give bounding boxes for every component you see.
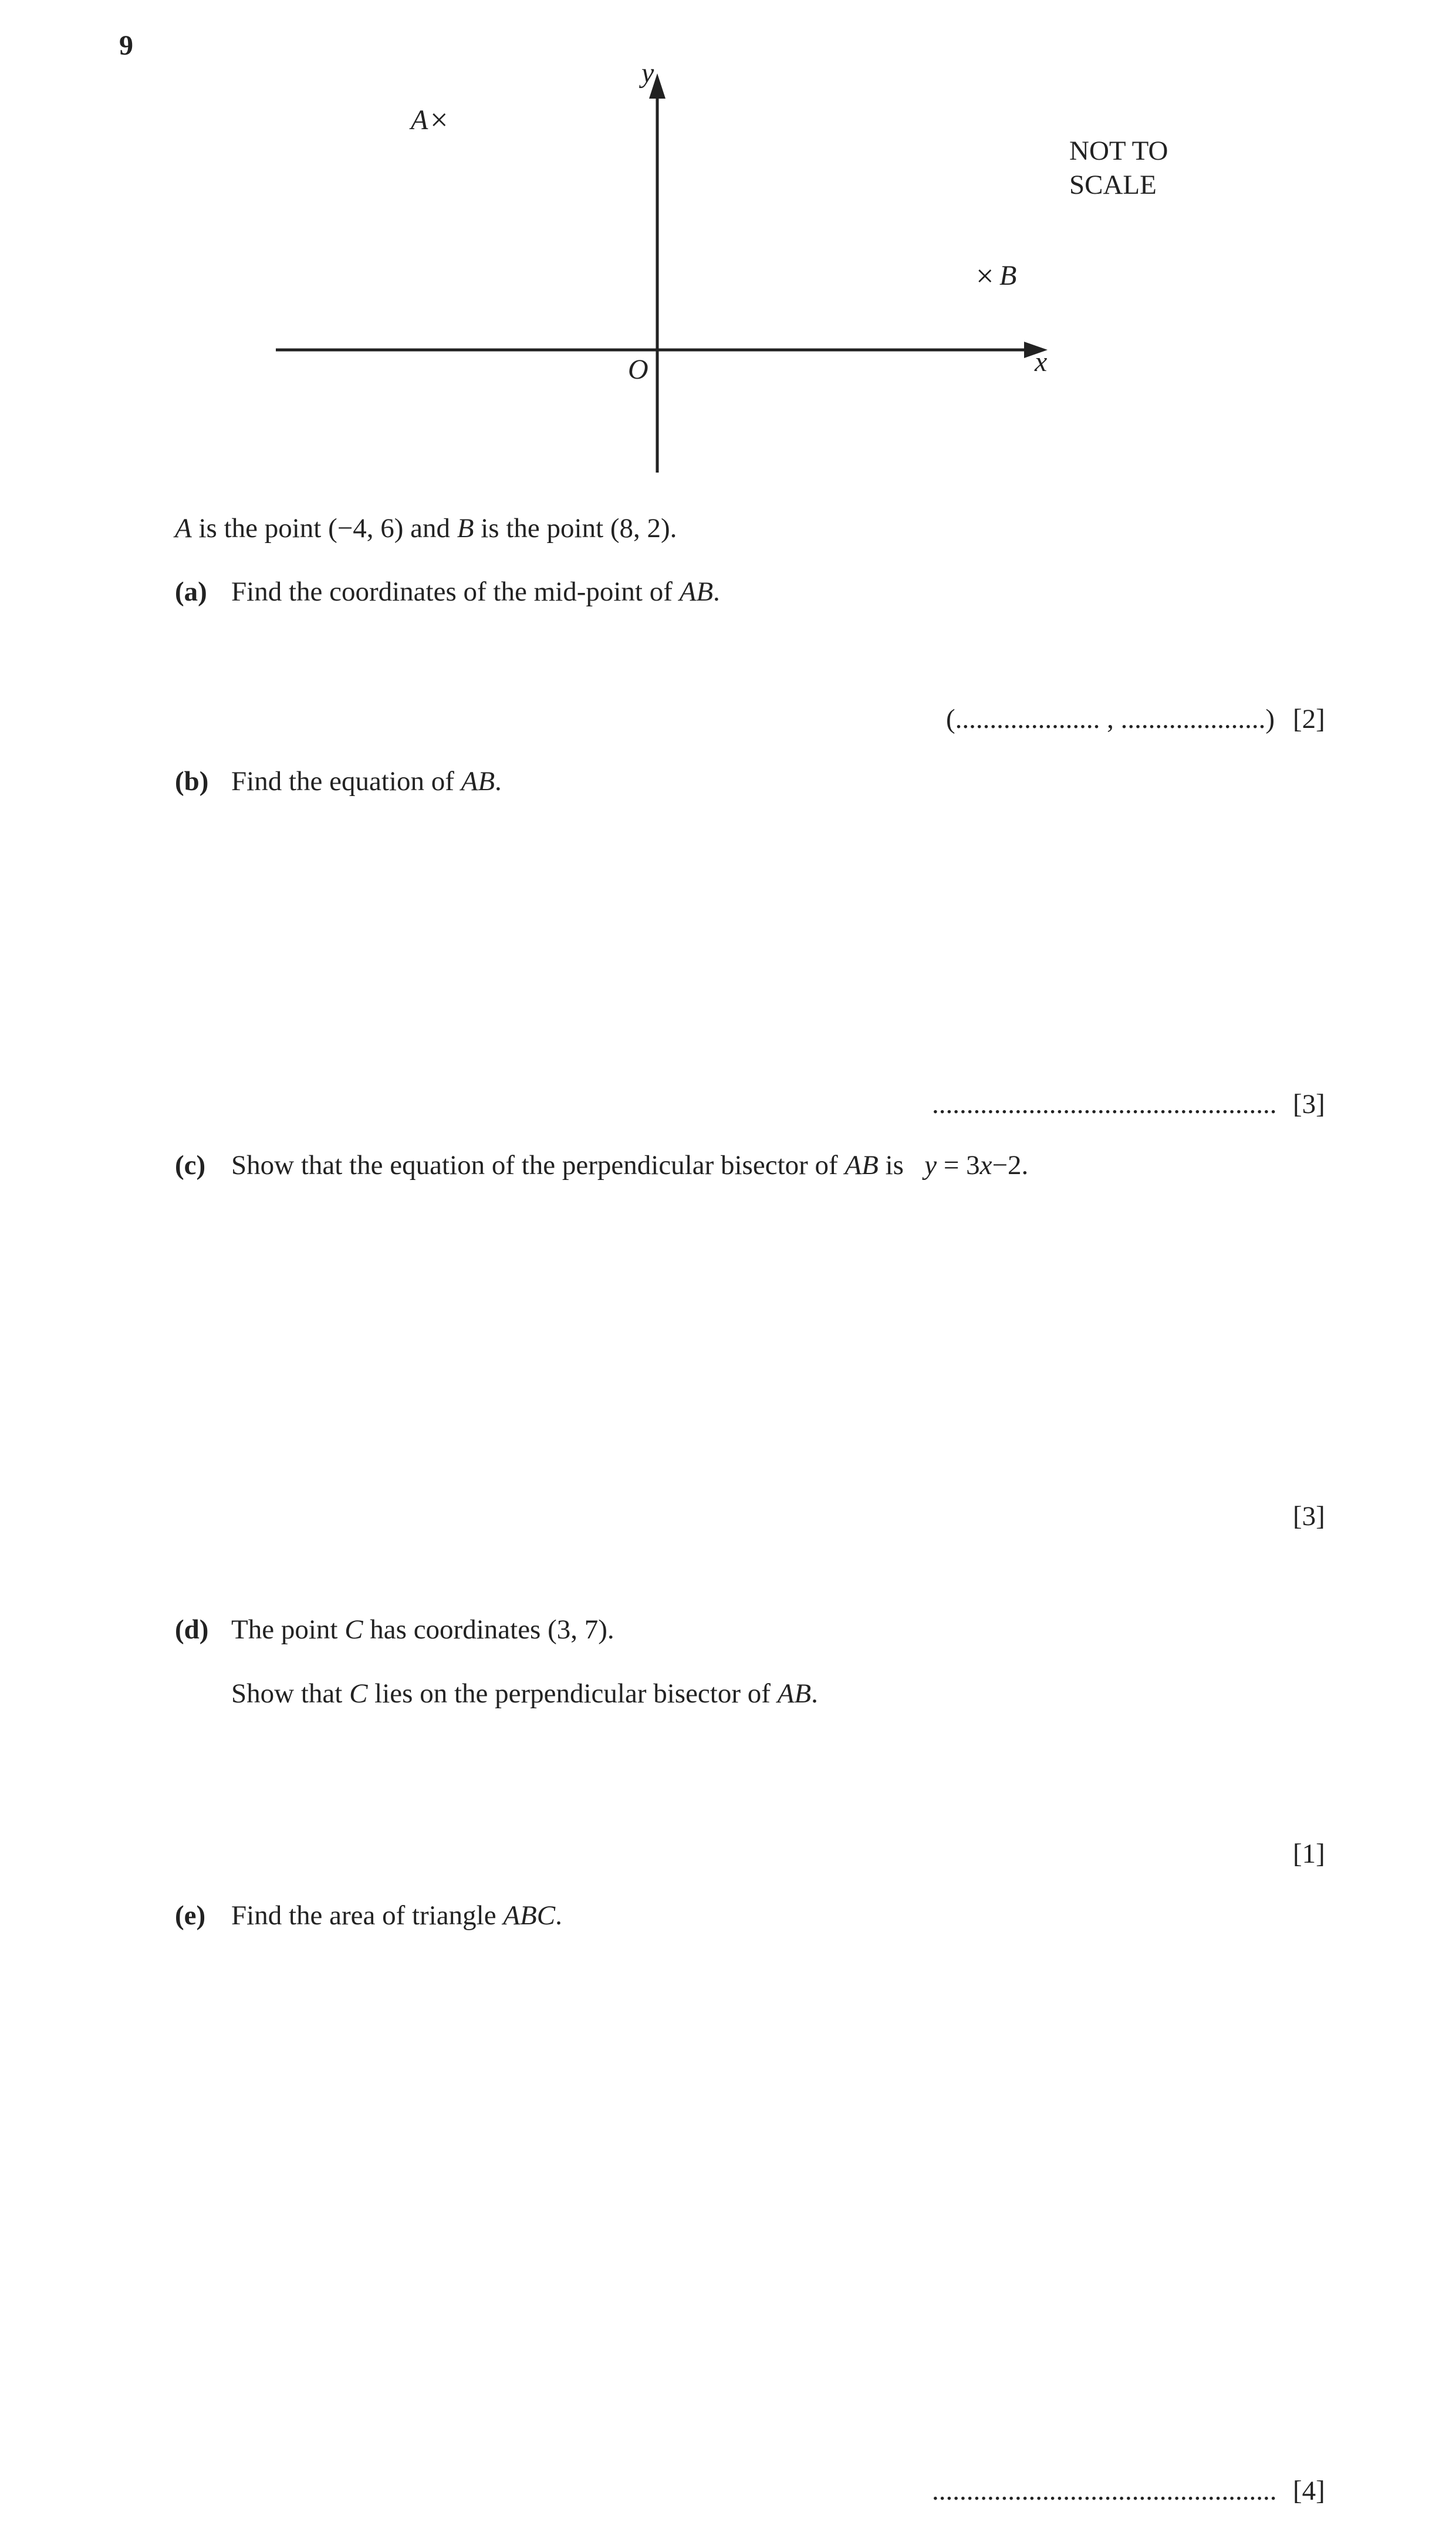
part-a-label: (a) xyxy=(175,576,207,607)
question-number: 9 xyxy=(119,30,133,61)
part-c-eq-y: y xyxy=(924,1150,937,1181)
part-b-marks: [3] xyxy=(1293,1089,1325,1119)
part-c-text: Show that the equation of the perpendicular bisector of xyxy=(231,1150,845,1181)
part-d-line2-text-2: lies on the perpendicular bisector of xyxy=(367,1678,778,1709)
part-a-marks: [2] xyxy=(1293,704,1325,734)
point-a-cross: × xyxy=(430,102,448,137)
part-e-label: (e) xyxy=(175,1900,206,1931)
intro-point-a: A xyxy=(175,513,192,544)
x-axis-label: x xyxy=(1035,346,1048,377)
part-d-question-line2 xyxy=(231,1680,818,1708)
part-c-italic: AB xyxy=(844,1150,879,1181)
part-e-italic: ABC xyxy=(503,1900,556,1931)
part-c-eq-x: x xyxy=(979,1150,992,1181)
point-b-label: B xyxy=(999,260,1017,291)
part-d-text-2: has coordinates (3, 7). xyxy=(363,1614,614,1645)
part-c-question xyxy=(231,1152,1028,1179)
origin-label: O xyxy=(628,354,648,385)
part-e-end: . xyxy=(555,1900,562,1931)
part-e-text: Find the area of triangle xyxy=(231,1900,504,1931)
part-c-label: (c) xyxy=(175,1150,206,1181)
point-b-cross: × xyxy=(976,258,994,294)
part-d-label: (d) xyxy=(175,1614,209,1645)
scale-note-line1: NOT TO xyxy=(1069,136,1168,166)
part-a-text: Find the coordinates of the mid-point of xyxy=(231,576,680,607)
part-b-text: Find the equation of xyxy=(231,766,461,797)
part-d-line2-italic: C xyxy=(349,1678,368,1709)
part-b-label: (b) xyxy=(175,766,209,797)
scale-note-line2: SCALE xyxy=(1069,170,1157,200)
part-d-marks: [1] xyxy=(1293,1839,1325,1869)
part-b-question xyxy=(231,768,502,795)
part-d-line2-text: Show that xyxy=(231,1678,350,1709)
intro-text-2: is the point (8, 2). xyxy=(474,513,677,544)
part-c-eq-end: −2. xyxy=(992,1150,1029,1181)
part-c-marks: [3] xyxy=(1293,1501,1325,1532)
part-e-marks: [4] xyxy=(1293,2476,1325,2506)
part-d-line2-end: . xyxy=(811,1678,818,1709)
part-c-eq-mid: = 3 xyxy=(937,1150,980,1181)
part-e-question xyxy=(231,1902,562,1930)
part-b-answer-line[interactable]: .................................................. xyxy=(932,1089,1277,1119)
intro-text xyxy=(175,515,677,542)
point-a-label: A xyxy=(411,104,428,136)
y-axis-label: y xyxy=(641,58,654,89)
part-b-end: . xyxy=(495,766,502,797)
part-d-text: The point xyxy=(231,1614,345,1645)
intro-point-b: B xyxy=(457,513,474,544)
part-c-text-2: is xyxy=(878,1150,925,1181)
part-a-end: . xyxy=(713,576,720,607)
part-a-question xyxy=(231,578,720,606)
part-d-line2-italic-2: AB xyxy=(777,1678,812,1709)
part-a-answer-line[interactable]: (..................... , .....................) xyxy=(946,704,1275,734)
coordinate-diagram xyxy=(0,0,1456,528)
part-b-italic: AB xyxy=(461,766,495,797)
intro-text-1: is the point (−4, 6) and xyxy=(191,513,457,544)
part-e-answer-line[interactable]: .................................................. xyxy=(932,2476,1277,2506)
part-d-question xyxy=(231,1616,614,1644)
part-d-italic: C xyxy=(344,1614,363,1645)
part-a-italic: AB xyxy=(679,576,714,607)
